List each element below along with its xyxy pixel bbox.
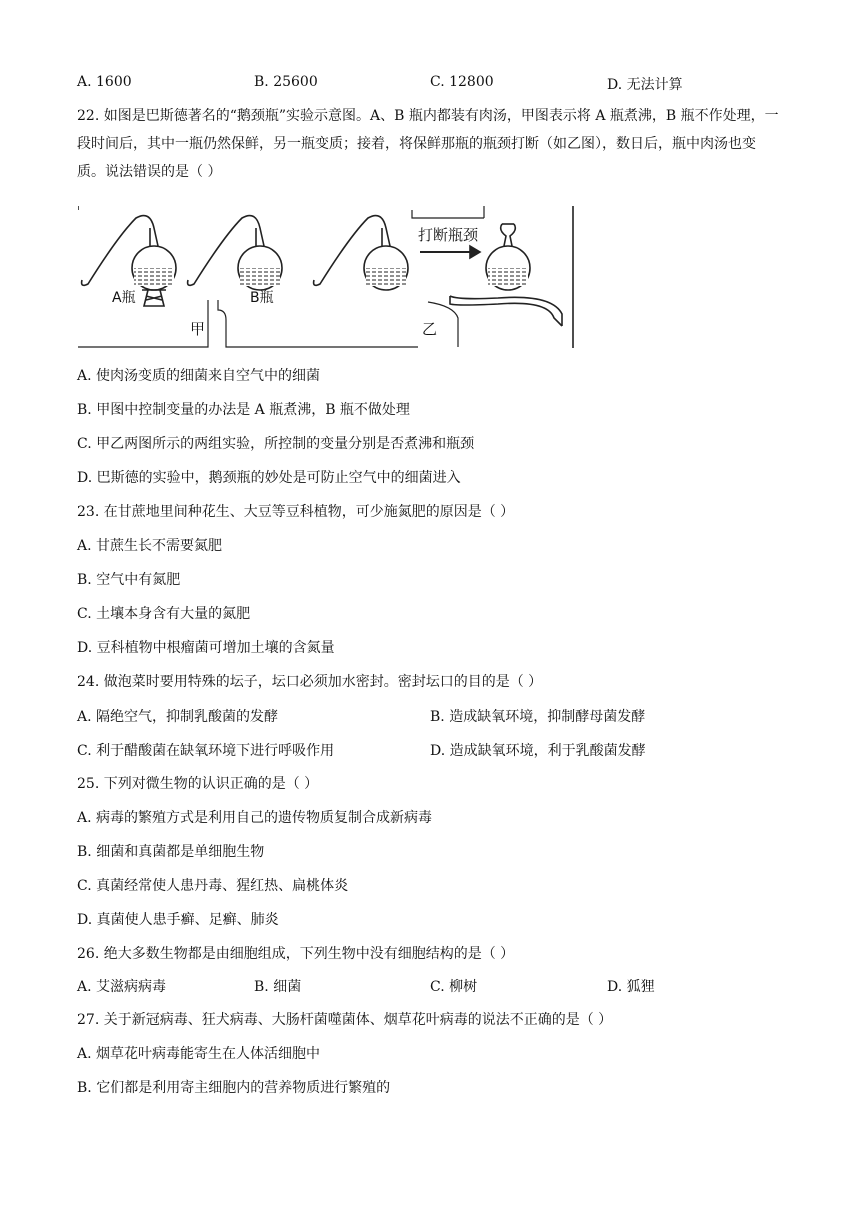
q27-stem: 27. 关于新冠病毒、狂犬病毒、大肠杆菌噬菌体、烟草花叶病毒的说法不正确的是（ ） [77, 1012, 613, 1028]
q22-option-b: B. 甲图中控制变量的办法是 A 瓶煮沸，B 瓶不做处理 [77, 402, 410, 418]
q21-option-c: C. 12800 [430, 74, 494, 90]
q27-option-a: A. 烟草花叶病毒能寄生在人体活细胞中 [77, 1046, 321, 1062]
q25-option-d: D. 真菌使人患手癣、足癣、肺炎 [77, 912, 279, 928]
q26-option-a: A. 艾滋病病毒 [77, 979, 167, 995]
q23-option-d: D. 豆科植物中根瘤菌可增加土壤的含氮量 [77, 640, 335, 656]
q25-option-c: C. 真菌经常使人患丹毒、猩红热、扁桃体炎 [77, 878, 349, 894]
q25-option-a: A. 病毒的繁殖方式是利用自己的遗传物质复制合成新病毒 [77, 810, 433, 826]
q25-stem: 25. 下列对微生物的认识正确的是（ ） [77, 776, 319, 792]
goose-neck-flask-figure [78, 206, 580, 348]
q22-option-c: C. 甲乙两图所示的两组实验，所控制的变量分别是否煮沸和瓶颈 [77, 436, 475, 452]
label-jia: 甲 [190, 320, 206, 338]
label-flask-a: A瓶 [112, 290, 136, 306]
q26-option-b: B. 细菌 [254, 979, 302, 995]
broken-neck-tube [450, 296, 562, 326]
q26-option-d: D. 狐狸 [607, 979, 655, 995]
q24-option-d: D. 造成缺氧环境，利于乳酸菌发酵 [430, 743, 646, 759]
q21-option-a: A. 1600 [77, 74, 132, 90]
label-break-neck: 打断瓶颈 [418, 226, 479, 244]
q22-option-d: D. 巴斯德的实验中，鹅颈瓶的妙处是可防止空气中的细菌进入 [77, 470, 461, 486]
q25-option-b: B. 细菌和真菌都是单细胞生物 [77, 844, 265, 860]
q27-option-b: B. 它们都是利用寄主细胞内的营养物质进行繁殖的 [77, 1080, 391, 1096]
q23-option-a: A. 甘蔗生长不需要氮肥 [77, 538, 223, 554]
q24-stem: 24. 做泡菜时要用特殊的坛子，坛口必须加水密封。密封坛口的目的是（ ） [77, 674, 543, 690]
label-flask-b: B瓶 [250, 290, 274, 306]
q24-option-c: C. 利于醋酸菌在缺氧环境下进行呼吸作用 [77, 743, 335, 759]
q21-option-b: B. 25600 [254, 74, 318, 90]
q22-option-a: A. 使肉汤变质的细菌来自空气中的细菌 [77, 368, 321, 384]
q23-stem: 23. 在甘蔗地里间种花生、大豆等豆科植物，可少施氮肥的原因是（ ） [77, 504, 515, 520]
q26-stem: 26. 绝大多数生物都是由细胞组成，下列生物中没有细胞结构的是（ ） [77, 946, 515, 962]
q24-option-b: B. 造成缺氧环境，抑制酵母菌发酵 [430, 709, 646, 725]
q23-option-c: C. 土壤本身含有大量的氮肥 [77, 606, 251, 622]
q22-stem: 22. 如图是巴斯德著名的“鹅颈瓶”实验示意图。A、B 瓶内都装有肉汤，甲图表示将 A 瓶煮沸，B 瓶不作处理，一段时间后，其中一瓶仍然保鲜，另一瓶变质；接着，将保鲜那瓶的瓶颈打断（如乙图），数日后，瓶中肉汤也变质。说法错误的是（ ） [77, 108, 779, 180]
label-yi: 乙 [422, 320, 438, 338]
q21-option-d: D. 无法计算 [607, 77, 683, 93]
q23-option-b: B. 空气中有氮肥 [77, 572, 181, 588]
q24-option-a: A. 隔绝空气，抑制乳酸菌的发酵 [77, 709, 279, 725]
q26-option-c: C. 柳树 [430, 979, 478, 995]
